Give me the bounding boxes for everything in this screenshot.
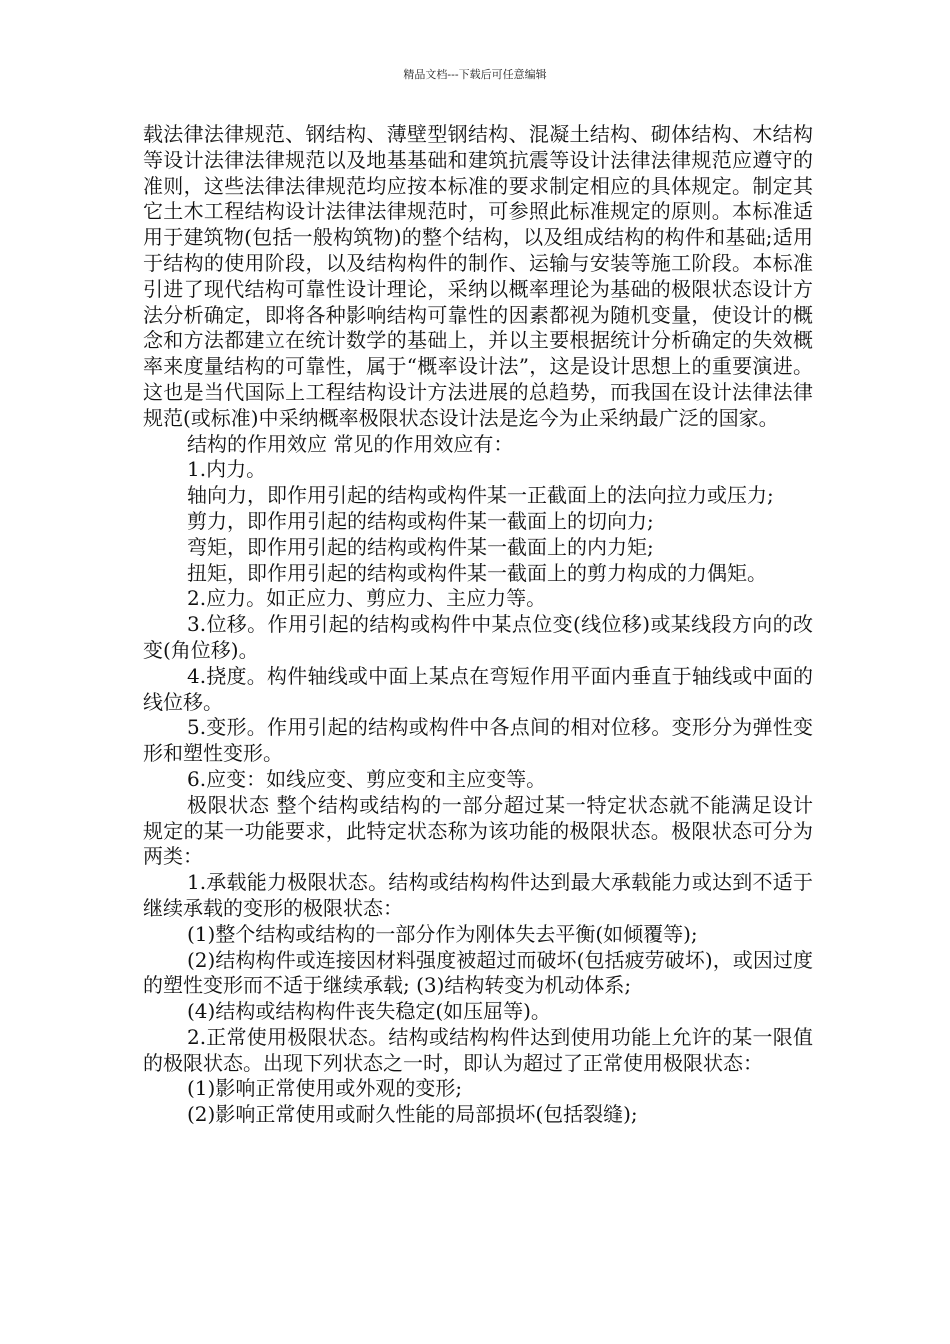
- paragraph-deformation: 5.变形。作用引起的结构或构件中各点间的相对位移。变形分为弹性变形和塑性变形。: [143, 715, 813, 766]
- document-body: [143, 122, 813, 1128]
- paragraph-uls-item-2-3: (2)结构构件或连接因材料强度被超过而破坏(包括疲劳破坏)，或因过度的塑性变形而不适于继续承载; (3)结构转变为机动体系;: [143, 947, 813, 998]
- paragraph-shear-force: 剪力，即作用引起的结构或构件某一截面上的切向力;: [187, 508, 654, 533]
- paragraph-axial-force: 轴向力，即作用引起的结构或构件某一正截面上的法向拉力或压力;: [187, 483, 774, 508]
- paragraph-displacement: 3.位移。作用引起的结构或构件中某点位变(线位移)或某线段方向的改变(角位移)。: [143, 612, 813, 662]
- paragraph-uls-item-4: (4)结构或结构构件丧失稳定(如压屈等)。: [187, 999, 551, 1024]
- paragraph-sls-item-2: (2)影响正常使用或耐久性能的局部损坏(包括裂缝);: [187, 1102, 638, 1127]
- paragraph-effects-heading: 结构的作用效应 常见的作用效应有：: [187, 431, 514, 456]
- paragraph-ultimate-limit-state: 1.承载能力极限状态。结构或结构构件达到最大承载能力或达到不适于继续承载的变形的极限状态：: [143, 870, 813, 920]
- paragraph-uls-item-1: (1)整个结构或结构的一部分作为刚体失去平衡(如倾覆等);: [187, 921, 698, 946]
- paragraph-deflection: 4.挠度。构件轴线或中面上某点在弯短作用平面内垂直于轴线或中面的线位移。: [143, 663, 813, 714]
- paragraph-intro: 载法律法律规范、钢结构、薄壁型钢结构、混凝土结构、砌体结构、木结构等设计法律法律规范以及地基基础和建筑抗震等设计法律法律规范应遵守的准则，这些法律法律规范均应按本标准的要求制定相应的具体规定。制定其它土木工程结构设计法律法律规范时，可参照此标准规定的原则。本标准适用于建筑物(包括一般构筑物)的整个结构，以及组成结构的构件和基础;适用于结构的使用阶段，以及结构构件的制作、运输与安装等施工阶段。本标准引进了现代结构可靠性设计理论，采纳以概率理论为基础的极限状态设计方法分析确定，即将各种影响结构可靠性的因素都视为随机变量，使设计的概念和方法都建立在统计数学的基础上，并以主要根据统计分析确定的失效概率来度量结构的可靠性，属于“概率设计法”，这是设计思想上的重要演进。这也是当代国际上工程结构设计方法进展的总趋势，而我国在设计法律法律规范(或标准)中采纳概率极限状态设计法是迄今为止采纳最广泛的国家。: [143, 122, 813, 430]
- paragraph-internal-force: 1.内力。: [187, 457, 267, 482]
- paragraph-bending-moment: 弯矩，即作用引起的结构或构件某一截面上的内力矩;: [187, 534, 654, 559]
- paragraph-limit-state: 极限状态 整个结构或结构的一部分超过某一特定状态就不能满足设计规定的某一功能要求，此特定状态称为该功能的极限状态。极限状态可分为两类：: [143, 792, 813, 869]
- page-header: 精品文档---下载后可任意编辑: [403, 68, 547, 81]
- paragraph-serviceability-limit-state: 2.正常使用极限状态。结构或结构构件达到使用功能上允许的某一限值的极限状态。出现下列状态之一时，即认为超过了正常使用极限状态：: [143, 1024, 813, 1075]
- paragraph-torque: 扭矩，即作用引起的结构或构件某一截面上的剪力构成的力偶矩。: [187, 560, 767, 585]
- paragraph-strain: 6.应变：如线应变、剪应变和主应变等。: [187, 766, 547, 791]
- paragraph-sls-item-1: (1)影响正常使用或外观的变形;: [187, 1076, 463, 1101]
- paragraph-stress: 2.应力。如正应力、剪应力、主应力等。: [187, 586, 547, 611]
